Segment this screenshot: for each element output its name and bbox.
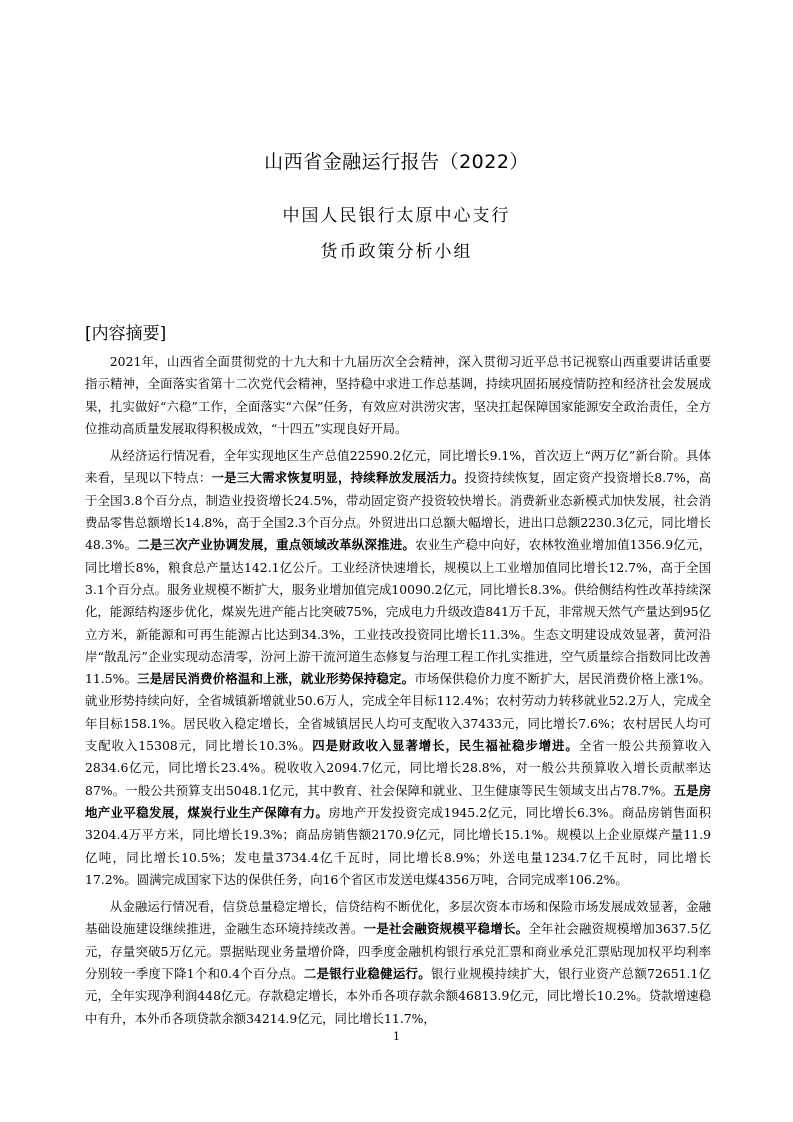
paragraph-text: 投资持续恢复，固定资产投资增长8.7%，高于全国3.8个百分点，制造业投资增长24.5%，带动固定资产投资较快增长。消费新业态新模式加快发展，社会消费品零售总额增长14.8%，高于全国2.3个百分点。外贸进出口总额大幅增长，进出口总额2230.3亿元，同比增长48.3%。	[85, 470, 712, 553]
key-point-text: 一是三大需求恢复明显，持续释放发展活力。	[211, 470, 465, 486]
paragraph-text: 2021年，山西省全面贯彻党的十九大和十九届历次全会精神，深入贯彻习近平总书记视察山西重要讲话重要指示精神，全面落实省第十二次党代会精神，坚持稳中求进工作总基调，持续巩固拓展疫情防控和经济社会发展成果，扎实做好“六稳”工作，全面落实“六保”任务，有效应对洪涝灾害，坚决扛起保障国家能源安全政治责任，全方位推动高质量发展取得积极成效，“十四五”实现良好开局。	[85, 354, 711, 436]
paragraph-text: 房地产开发投资完成1945.2亿元，同比增长6.3%。商品房销售面积3204.4万平方米，同比增长19.3%；商品房销售额2170.9亿元，同比增长15.1%。规模以上企业原煤产量11.9亿吨，同比增长10.5%；发电量3734.4亿千瓦时，同比增长8.9%；外送电量1234.7亿千瓦时，同比增长17.2%。圆满完成国家下达的保供任务，向16个省区市发送电煤4356万吨，合同完成率106.2%。	[85, 804, 711, 887]
paragraph-text: 从经济运行情况看，全年实现地区生产总值22590.2亿元，同比增长9.1%，首次迈上“两万亿”新台阶。具体来看，呈现以下特点：	[85, 448, 711, 486]
paragraph-text: 市场保供稳价力度不断扩大，居民消费价格上涨1%。就业形势持续向好，全省城镇新增就业50.6万人，完成全年目标112.4%；农村劳动力转移就业52.2万人，完成全年目标158.1%。居民收入稳定增长，全省城镇居民人均可支配收入37433元，同比增长7.6%；农村居民人均可支配收入15308元，同比增长10.3%。	[85, 671, 711, 754]
paragraph-text: 银行业规模持续扩大，银行业资产总额72651.1亿元，全年实现净利润448亿元。存款稳定增长，本外币各项存款余额46813.9亿元，同比增长10.2%。贷款增速稳中有升，本外币各项贷款余额34214.9亿元，同比增长11.7%，	[85, 966, 711, 1026]
section-heading: [内容摘要]	[85, 324, 167, 344]
paragraph-text: 从金融运行情况看，信贷总量稳定增长，信贷结构不断优化，多层次资本市场和保险市场发展成效显著，金融基础设施建设继续推进，金融生态环境持续改善。	[85, 899, 711, 937]
paragraph-text: 全省一般公共预算收入2834.6亿元，同比增长23.4%。税收收入2094.7亿元，同比增长28.8%，对一般公共预算收入增长贡献率达87%。一般公共预算支出5048.1亿元，其中教育、社会保障和就业、卫生健康等民生领域支出占78.7%。	[85, 738, 712, 798]
author-group: 货币政策分析小组	[320, 242, 473, 262]
report-title: 山西省金融运行报告（2022）	[264, 151, 529, 173]
key-point-text: 一是社会融资规模平稳增长。	[363, 921, 529, 937]
summary-body	[85, 351, 711, 1030]
key-point-text: 五是房地产业平稳发展，煤炭行业生产保障有力。	[85, 782, 711, 820]
author-organization: 中国人民银行太原中心支行	[282, 206, 511, 226]
page-number: 1	[393, 1030, 400, 1043]
paragraph-text: 全年社会融资规模增加3637.5亿元，存量突破5万亿元。票据贴现业务量增价降，四季度金融机构银行承兑汇票和商业承兑汇票贴现加权平均利率分别较一季度下降1个和0.4个百分点。	[85, 921, 712, 982]
paragraph-text: 农业生产稳中向好，农林牧渔业增加值1356.9亿元，同比增长8%，粮食总产量达142.1亿公斤。工业经济快速增长，规模以上工业增加值同比增长12.7%，高于全国3.1个百分点。服务业规模不断扩大，服务业增加值完成10090.2亿元，同比增长8.3%。供给侧结构性改革持续深化，能源结构逐步优化，煤炭先进产能占比突破75%，完成电力升级改造841万千瓦，非常规天然气产量达到95亿立方米，新能源和可再生能源占比达到34.3%，工业技改投资同比增长11.3%。生态文明建设成效显著，黄河沿岸“散乱污”企业实现动态清零，汾河上游干流河道生态修复与治理工程工作扎实推进，空气质量综合指数同比改善11.5%。	[85, 537, 711, 687]
key-point-text: 四是财政收入显著增长，民生福祉稳步增进。	[312, 738, 579, 754]
key-point-text: 三是居民消费价格温和上涨，就业形势保持稳定。	[137, 671, 415, 687]
summary-paragraph	[85, 351, 711, 440]
summary-paragraph	[85, 445, 711, 891]
summary-paragraph	[85, 896, 711, 1030]
key-point-text: 二是三次产业协调发展，重点领域改革纵深推进。	[137, 537, 416, 553]
key-point-text: 二是银行业稳健运行。	[303, 966, 431, 982]
